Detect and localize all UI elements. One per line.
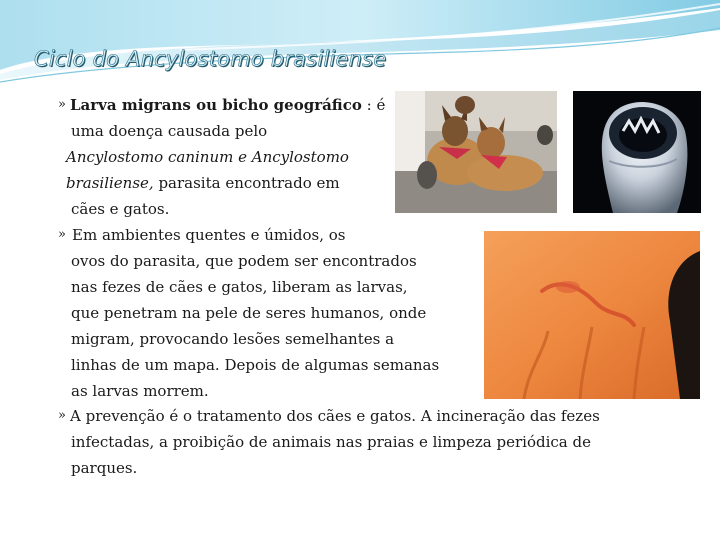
paragraph-2-line-2: ovos do parasita, que podem ser encontrados: [71, 252, 417, 270]
paragraph-1-line-3: Ancylostomo caninum e Ancylostomo: [66, 148, 349, 166]
paragraph-3-line-3: parques.: [71, 459, 138, 477]
paragraph-1-line-2: uma doença causada pelo: [71, 122, 268, 140]
slide-title: Ciclo do Ancylostomo brasiliense: [34, 47, 387, 71]
skin-lesion-photo: [484, 231, 700, 399]
dogs-photo: [395, 91, 557, 213]
paragraph-2-line-6: linhas de um mapa. Depois de algumas semanas: [71, 356, 440, 374]
species-name: brasiliense,: [66, 174, 154, 192]
paragraph-3-line-1: A prevenção é o tratamento dos cães e gatos. A incineração das fezes: [70, 407, 600, 425]
paragraph-1-line-1: [70, 92, 385, 118]
paragraph-2-line-5: migram, provocando lesões semelhantes a: [71, 330, 395, 348]
paragraph-3-line-2: infectadas, a proibição de animais nas praias e limpeza periódica de: [71, 433, 591, 451]
bullet-marker: »: [58, 97, 66, 112]
paragraph-2-line-4: que penetram na pele de seres humanos, onde: [71, 304, 427, 322]
bullet-marker: »: [58, 227, 66, 242]
hookworm-mouth-micrograph: [573, 91, 701, 213]
bullet-marker: »: [58, 408, 66, 423]
paragraph-2-line-1: Em ambientes quentes e úmidos, os: [72, 226, 346, 244]
line-4-rest: parasita encontrado em: [153, 174, 340, 192]
paragraph-1-line-4: [66, 170, 340, 196]
paragraph-2-line-3: nas fezes de cães e gatos, liberam as larvas,: [71, 278, 408, 296]
term-larva-migrans: Larva migrans ou bicho geográfico: [70, 96, 362, 114]
term-suffix: : é: [361, 96, 386, 114]
header-swoosh: [0, 0, 720, 90]
paragraph-1-line-5: cães e gatos.: [71, 200, 170, 218]
paragraph-2-line-7: as larvas morrem.: [71, 382, 209, 400]
